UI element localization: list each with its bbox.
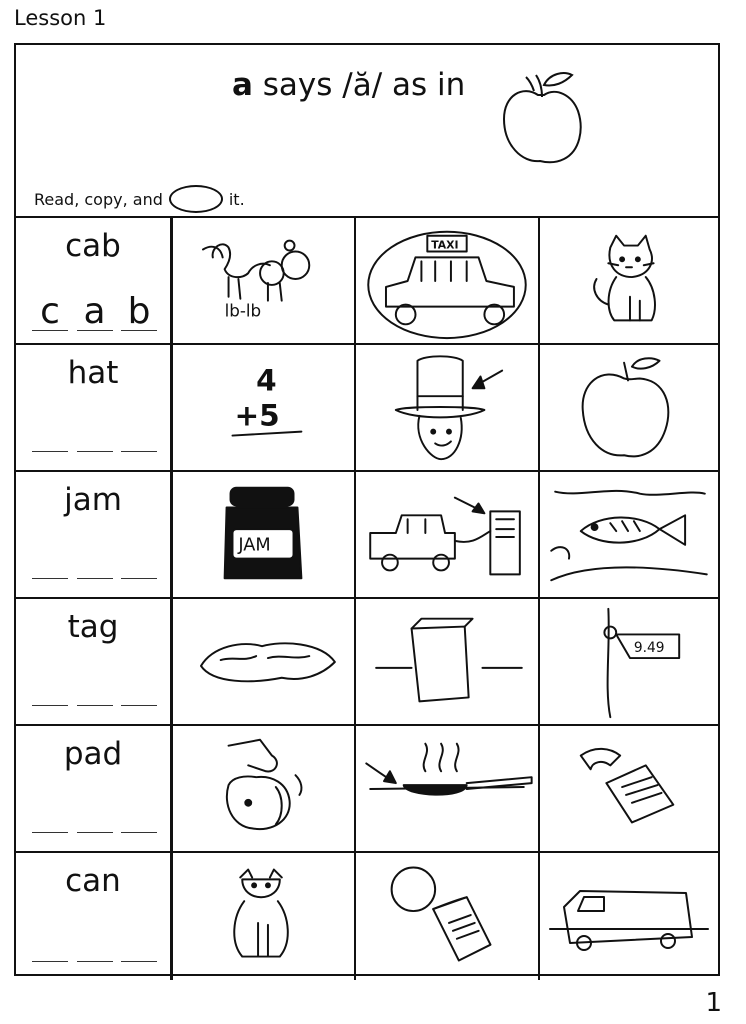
circle-icon xyxy=(169,185,223,213)
apple-icon xyxy=(540,345,718,470)
picture-cell[interactable] xyxy=(540,853,718,980)
picture-cell[interactable] xyxy=(540,599,718,724)
apple-icon xyxy=(498,67,588,167)
tin-can-icon xyxy=(356,853,538,980)
picture-cell[interactable] xyxy=(540,726,718,851)
top-hat-icon xyxy=(356,345,538,470)
instruction-end: it. xyxy=(228,189,245,209)
table-row xyxy=(16,599,718,726)
jam-label: JAM xyxy=(238,535,271,556)
paper-bag-icon xyxy=(356,599,538,724)
taxi-icon xyxy=(356,218,538,343)
rag-icon xyxy=(173,599,354,724)
picture-cell[interactable] xyxy=(173,853,356,980)
copy-blanks[interactable] xyxy=(32,577,157,579)
page-number: 1 xyxy=(705,988,722,1018)
picture-cell[interactable] xyxy=(356,853,540,980)
camel-text: lb-lb xyxy=(224,300,262,321)
picture-cell[interactable] xyxy=(540,345,718,470)
word: cab xyxy=(65,228,121,264)
word-cell xyxy=(16,345,173,470)
cat-icon xyxy=(540,218,718,343)
table-row xyxy=(16,853,718,980)
camel-icon xyxy=(173,218,354,343)
jam-jar-icon xyxy=(173,472,354,597)
title-letter: a xyxy=(232,67,253,103)
table-row xyxy=(16,218,718,345)
fish-icon xyxy=(540,472,718,597)
table-row xyxy=(16,472,718,599)
van-icon xyxy=(540,853,718,980)
title-text: says /ă/ as in xyxy=(262,67,466,103)
letter: c xyxy=(32,294,68,331)
copy-blanks[interactable] xyxy=(32,960,157,962)
picture-cell[interactable] xyxy=(173,599,356,724)
math-bottom: +5 xyxy=(234,398,280,433)
word-cell xyxy=(16,853,173,980)
table-row xyxy=(16,726,718,853)
picture-cell[interactable] xyxy=(540,218,718,343)
word: can xyxy=(65,863,121,899)
worksheet xyxy=(14,43,720,976)
word: hat xyxy=(67,355,119,391)
picture-cell[interactable] xyxy=(173,726,356,851)
math-top: 4 xyxy=(256,363,277,398)
picture-cell[interactable] xyxy=(356,218,540,343)
lesson-label: Lesson 1 xyxy=(14,6,107,30)
word: jam xyxy=(64,482,122,518)
taxi-sign: TAXI xyxy=(431,238,459,252)
copy-blanks[interactable] xyxy=(32,831,157,833)
price-text: 9.49 xyxy=(633,640,665,657)
letter: b xyxy=(121,294,157,331)
price-tag-icon xyxy=(540,599,718,724)
traced-letters xyxy=(32,291,157,332)
word: pad xyxy=(63,736,123,772)
word-cell xyxy=(16,218,173,343)
notepad-icon xyxy=(540,726,718,851)
frying-pan-icon xyxy=(356,726,538,851)
copy-blanks[interactable] xyxy=(32,450,157,452)
word-cell xyxy=(16,726,173,851)
picture-cell[interactable] xyxy=(540,472,718,597)
truck-gas-pump-icon xyxy=(356,472,538,597)
instruction-text: Read, copy, and xyxy=(34,189,163,209)
addition-icon xyxy=(173,345,354,470)
picture-cell[interactable] xyxy=(356,345,540,470)
bear-icon xyxy=(173,853,354,980)
picture-cell[interactable] xyxy=(173,218,356,343)
pat-dog-icon xyxy=(173,726,354,851)
worksheet-header xyxy=(16,45,718,218)
picture-cell[interactable] xyxy=(356,726,540,851)
picture-cell[interactable] xyxy=(173,345,356,470)
word: tag xyxy=(67,609,119,645)
page-title xyxy=(232,67,465,103)
letter: a xyxy=(77,294,113,331)
picture-cell[interactable] xyxy=(173,472,356,597)
picture-cell[interactable] xyxy=(356,599,540,724)
table-row xyxy=(16,345,718,472)
word-cell xyxy=(16,599,173,724)
instruction xyxy=(34,185,245,213)
word-cell xyxy=(16,472,173,597)
copy-blanks[interactable] xyxy=(32,704,157,706)
picture-cell[interactable] xyxy=(356,472,540,597)
